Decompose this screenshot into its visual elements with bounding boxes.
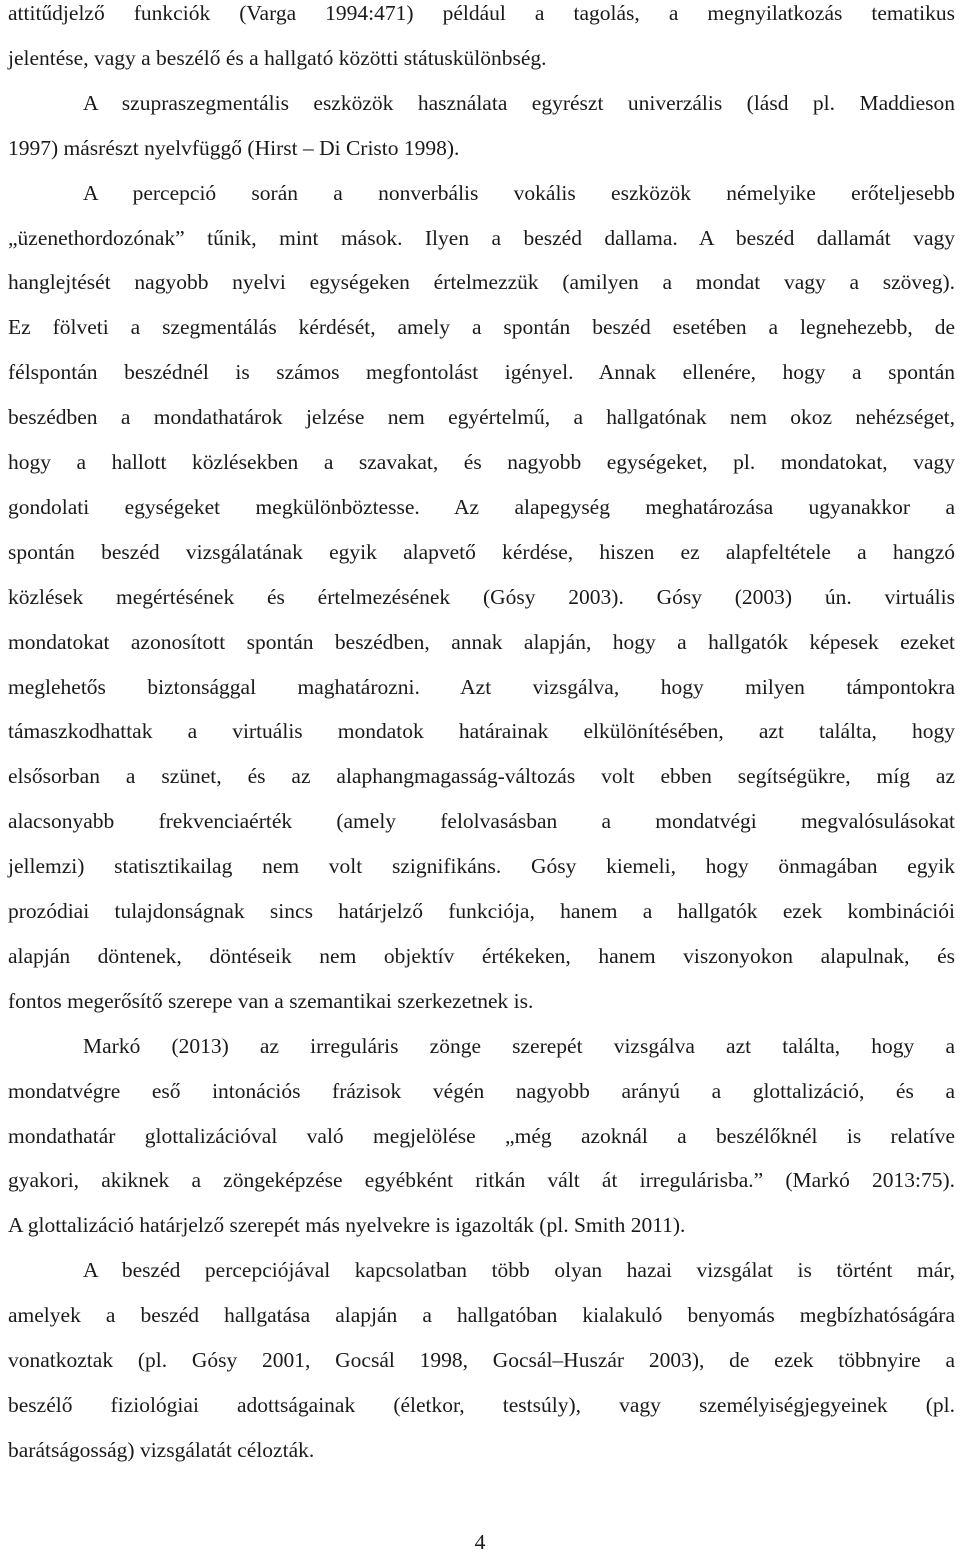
page-number: 4: [474, 1530, 486, 1554]
text-line: alapján döntenek, döntéseik nem objektív értékeken, hanem viszonyokon alapulnak, és: [8, 944, 955, 968]
text-line: félspontán beszédnél is számos megfontolást igényel. Annak ellenére, hogy a spontán: [8, 360, 955, 385]
paragraph: [8, 1248, 955, 1473]
text-line: spontán beszéd vizsgálatának egyik alapvető kérdése, hiszen ez alapfeltétele a hangzó: [8, 539, 955, 564]
text-line: vonatkoztak (pl. Gósy 2001, Gocsál 1998, Gocsál–Huszár 2003), de ezek többnyire a: [8, 1348, 955, 1372]
text-line: elsősorban a szünet, és az alaphangmagasság-változás volt ebben segítségükre, míg az: [8, 764, 955, 789]
text-line: A beszéd percepciójával kapcsolatban több olyan hazai vizsgálat is történt már,: [83, 1258, 955, 1283]
text-line: gyakori, akiknek a zöngeképzése egyébként ritkán vált át irregulárisba.” (Markó 2013:75).: [8, 1168, 955, 1193]
text-line: barátságosság) vizsgálatát célozták.: [8, 1437, 315, 1462]
text-line: mondatvégre eső intonációs frázisok végén nagyobb arányú a glottalizáció, és a: [8, 1078, 955, 1103]
text-line: közlések megértésének és értelmezésének (Gósy 2003). Gósy (2003) ún. virtuális: [8, 584, 955, 609]
text-line: prozódiai tulajdonságnak sincs határjelző funkciója, hanem a hallgatók ezek kombinációi: [8, 899, 955, 924]
paragraph: [8, 1024, 955, 1249]
text-line: beszélő fiziológiai adottságainak (életkor, testsúly), vagy személyiségjegyeinek (pl.: [8, 1392, 955, 1417]
text-line: hanglejtését nagyobb nyelvi egységeken értelmezzük (amilyen a mondat vagy a szöveg).: [8, 270, 955, 295]
text-line: A glottalizáció határjelző szerepét más nyelvekre is igazolták (pl. Smith 2011).: [8, 1213, 686, 1238]
text-line: Ez fölveti a szegmentálás kérdését, amely a spontán beszéd esetében a legnehezebb, de: [8, 315, 955, 340]
text-line: meglehetős biztonsággal maghatározni. Azt vizsgálva, hogy milyen támpontokra: [8, 674, 955, 699]
text-line: hogy a hallott közlésekben a szavakat, és nagyobb egységeket, pl. mondatokat, vagy: [8, 450, 955, 475]
text-line: amelyek a beszéd hallgatása alapján a hallgatóban kialakuló benyomás megbízhatóságára: [8, 1303, 955, 1328]
paragraph: [8, 0, 955, 81]
text-line: jellemzi) statisztikailag nem volt szignifikáns. Gósy kiemeli, hogy önmagában egyik: [8, 854, 955, 879]
paragraph: [8, 171, 955, 1024]
text-line: attitűdjelző funkciók (Varga 1994:471) például a tagolás, a megnyilatkozás tematikus: [8, 1, 955, 25]
text-line: mondatokat azonosított spontán beszédben, annak alapján, hogy a hallgatók képesek ezeket: [8, 629, 955, 654]
text-line: fontos megerősítő szerepe van a szemantikai szerkezetnek is.: [8, 988, 534, 1013]
text-line: alacsonyabb frekvenciaérték (amely felolvasásban a mondatvégi megvalósulásokat: [8, 809, 955, 834]
text-line: Markó (2013) az irreguláris zönge szerepét vizsgálva azt találta, hogy a: [83, 1033, 955, 1058]
text-line: beszédben a mondathatárok jelzése nem egyértelmű, a hallgatónak nem okoz nehézséget,: [8, 405, 955, 430]
text-line: gondolati egységeket megkülönböztesse. Az alapegység meghatározása ugyanakkor a: [8, 494, 955, 519]
text-line: A szupraszegmentális eszközök használata egyrészt univerzális (lásd pl. Maddieson: [83, 90, 955, 115]
text-line: A percepció során a nonverbális vokális eszközök némelyike erőteljesebb: [83, 180, 955, 205]
text-line: jelentése, vagy a beszélő és a hallgató közötti státuskülönbség.: [8, 45, 547, 70]
text-line: 1997) másrészt nyelvfüggő (Hirst – Di Cristo 1998).: [8, 135, 460, 160]
text-line: „üzenethordozónak” tűnik, mint mások. Ilyen a beszéd dallama. A beszéd dallamát vagy: [8, 225, 955, 250]
paragraph: [8, 81, 955, 171]
text-line: támaszkodhattak a virtuális mondatok határainak elkülönítésében, azt találta, hogy: [8, 719, 955, 744]
text-line: mondathatár glottalizációval való megjelölése „még azoknál a beszélőknél is relatíve: [8, 1123, 955, 1148]
